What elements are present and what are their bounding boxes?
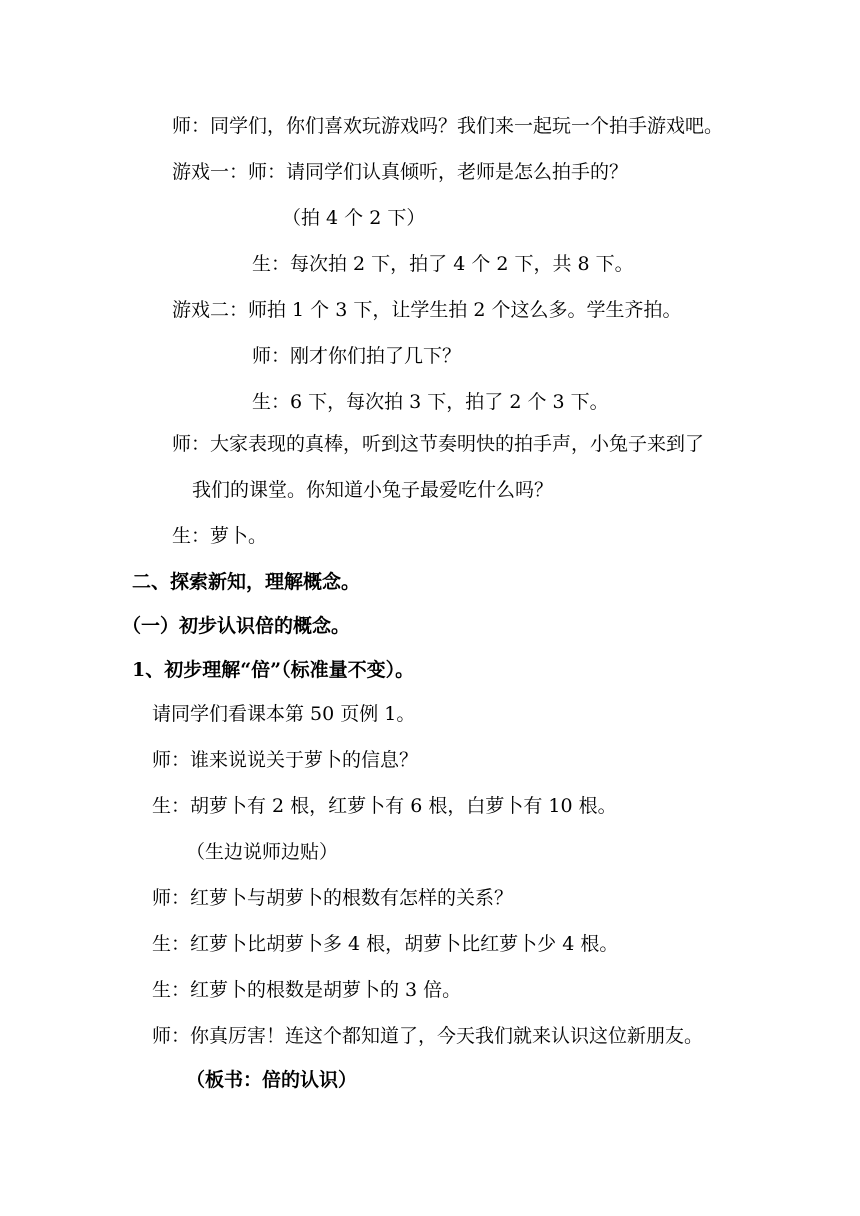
text-line: 游戏一：师：请同学们认真倾听，老师是怎么拍手的？	[172, 161, 629, 183]
text-line: 生：每次拍 2 下，拍了 4 个 2 下，共 8 下。	[252, 253, 634, 275]
text-line: 师：同学们，你们喜欢玩游戏吗？我们来一起玩一个拍手游戏吧。	[172, 115, 724, 137]
section-heading: 二、探索新知，理解概念。	[132, 571, 361, 593]
subsection-heading: （一）初步认识倍的概念。	[122, 615, 351, 637]
text-line: 生：红萝卜的根数是胡萝卜的 3 倍。	[152, 979, 462, 1001]
text-line: 生：胡萝卜有 2 根，红萝卜有 6 根，白萝卜有 10 根。	[152, 795, 617, 817]
text-line: 师：红萝卜与胡萝卜的根数有怎样的关系？	[152, 887, 514, 909]
subsection-heading: 1、初步理解“倍”（标准量不变）。	[132, 659, 415, 681]
text-line: 生：萝卜。	[172, 525, 268, 547]
text-line: （拍 4 个 2 下）	[282, 207, 426, 229]
text-line: 请同学们看课本第 50 页例 1。	[152, 703, 416, 725]
text-line: 我们的课堂。你知道小兔子最爱吃什么吗？	[192, 479, 554, 501]
text-line: 师：刚才你们拍了几下？	[252, 345, 462, 367]
text-line: 师：谁来说说关于萝卜的信息？	[152, 749, 419, 771]
text-line: 生：6 下，每次拍 3 下，拍了 2 个 3 下。	[252, 391, 609, 413]
blackboard-note: （板书：倍的认识）	[186, 1069, 358, 1091]
text-line: 师：你真厉害！连这个都知道了，今天我们就来认识这位新朋友。	[152, 1025, 704, 1047]
text-line: （生边说师边贴）	[186, 841, 339, 863]
text-line: 生：红萝卜比胡萝卜多 4 根，胡萝卜比红萝卜少 4 根。	[152, 933, 619, 955]
text-line: 游戏二：师拍 1 个 3 下，让学生拍 2 个这么多。学生齐拍。	[172, 299, 682, 321]
text-line: 师：大家表现的真棒，听到这节奏明快的拍手声，小兔子来到了	[172, 433, 705, 455]
